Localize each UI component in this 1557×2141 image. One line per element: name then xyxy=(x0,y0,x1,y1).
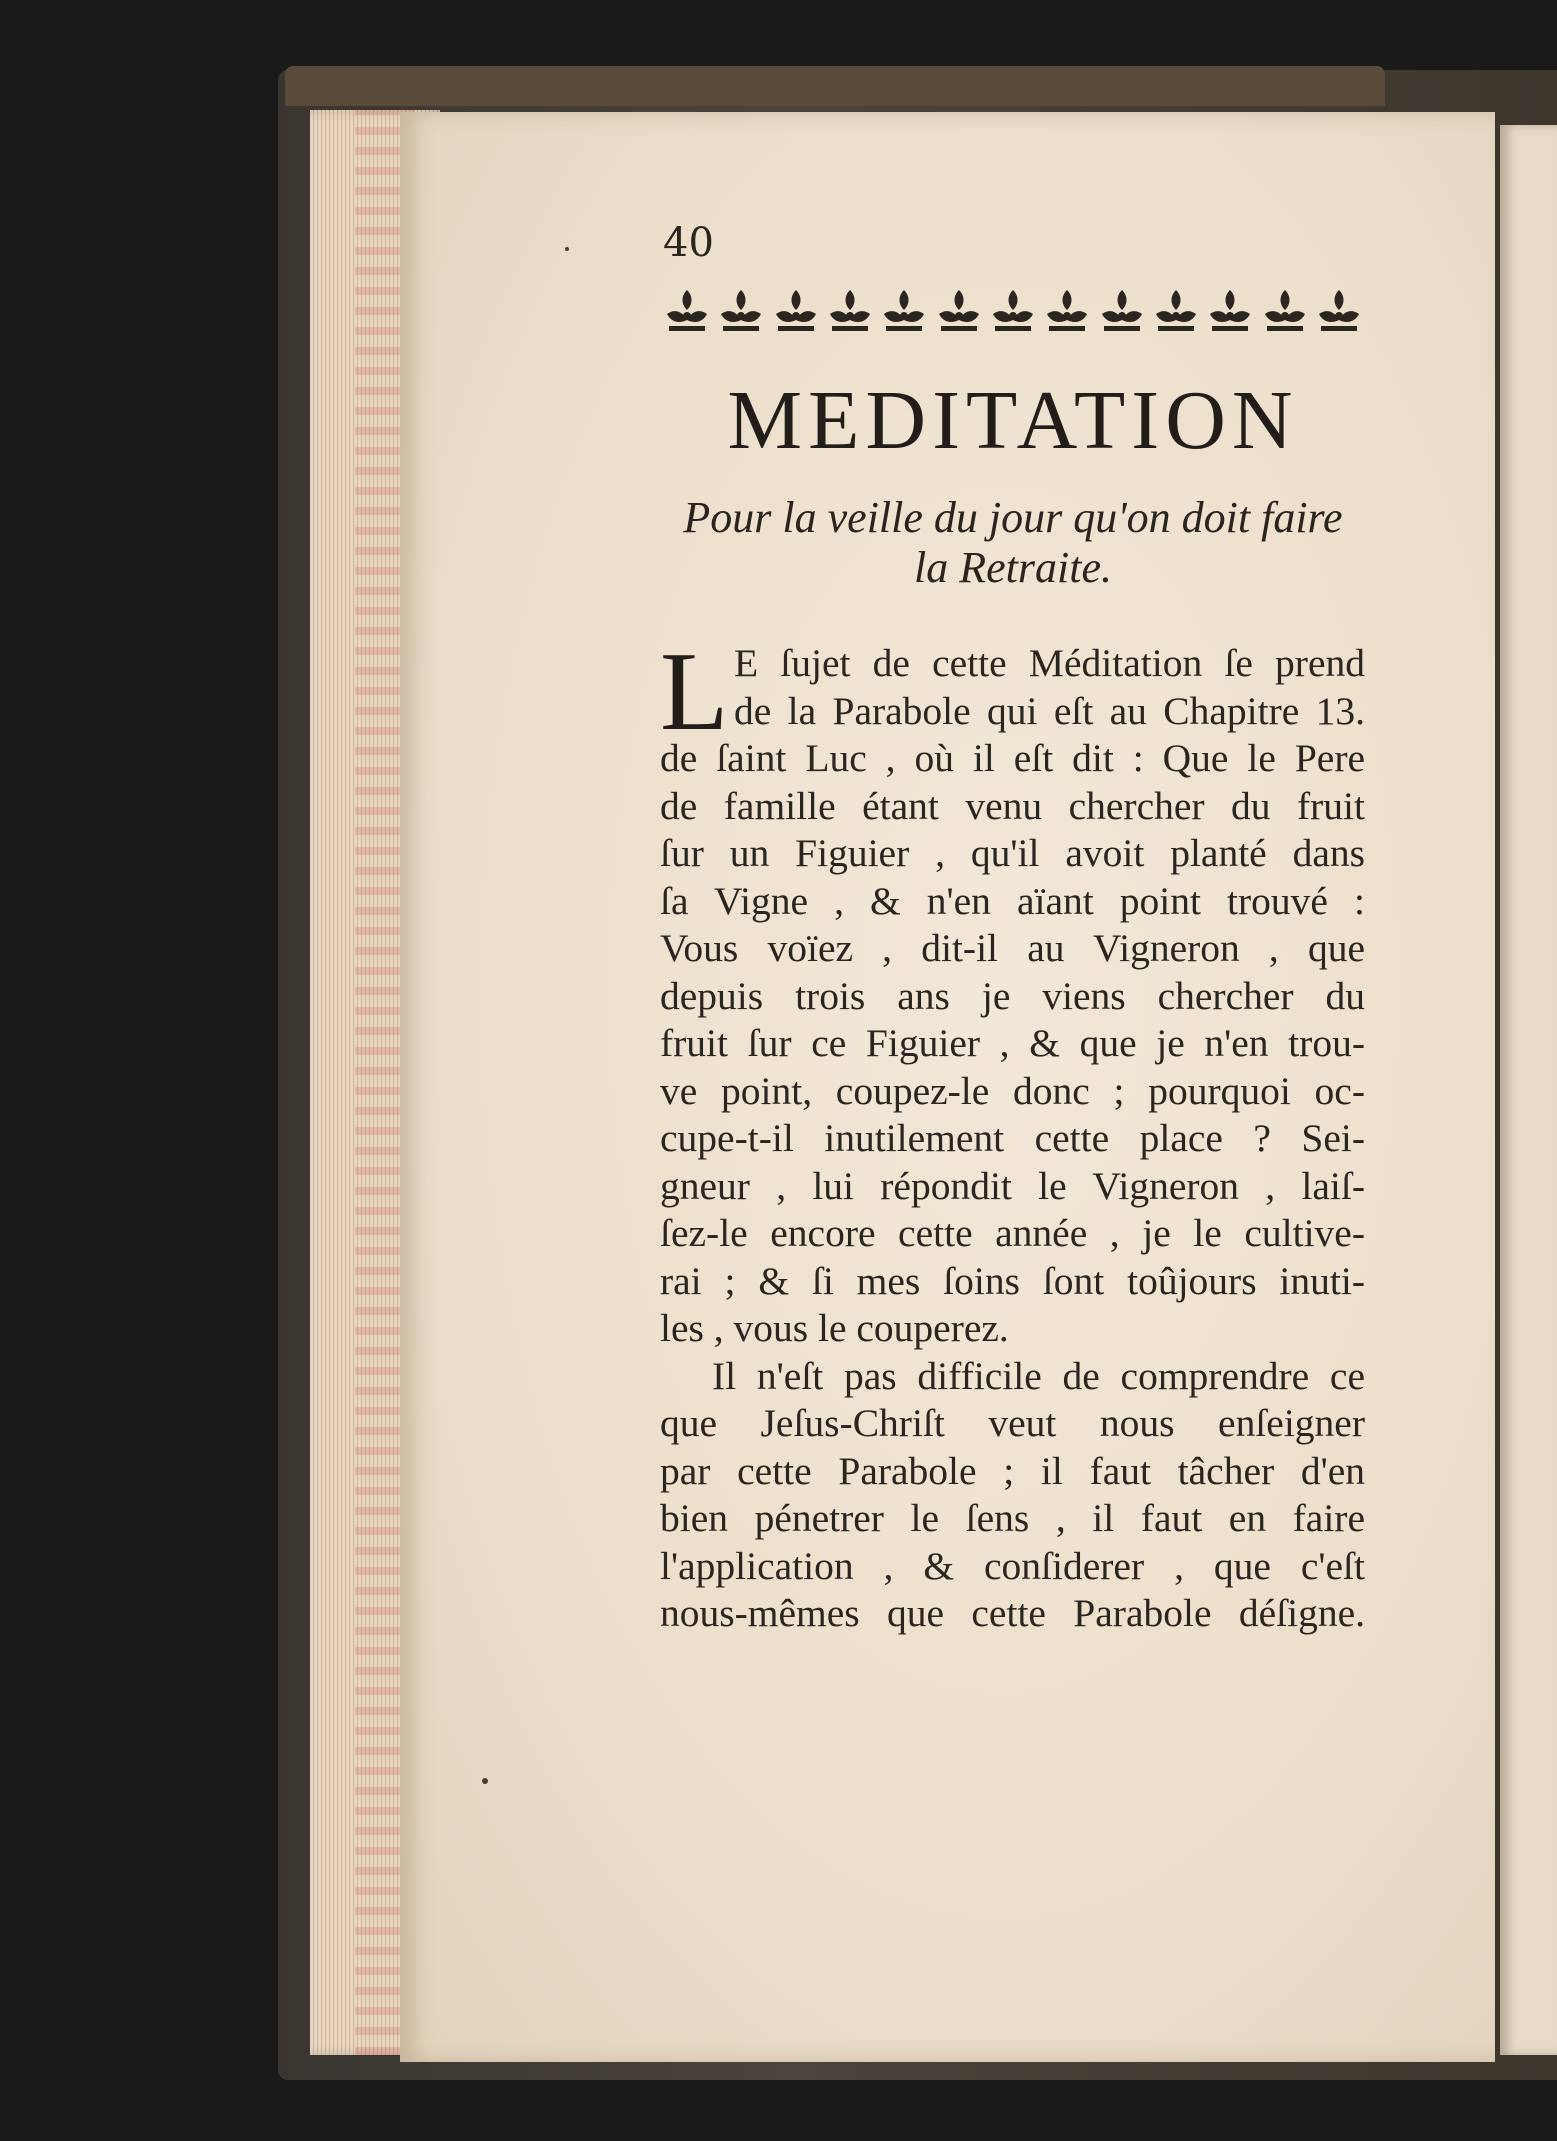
fleuron-icon xyxy=(826,286,874,338)
subtitle xyxy=(663,493,1363,593)
text-line: les , vous le couperez. xyxy=(660,1306,1009,1350)
text-line: l'application , & conſiderer , que c'eſt xyxy=(660,1543,1365,1588)
fleuron-icon xyxy=(989,286,1037,338)
fleuron-icon xyxy=(1261,286,1309,338)
text-line: Vous voïez , dit-il au Vigneron , que xyxy=(660,926,1365,970)
text-line: nous-mêmes que cette Parabole déſigne. xyxy=(660,1591,1365,1635)
page-title: MEDITATION xyxy=(727,374,1299,467)
text-line: de famille étant venu chercher du fruit xyxy=(660,783,1365,828)
paragraph xyxy=(660,1353,1365,1638)
text-line: ſez-le encore cette année , je le cultive- xyxy=(660,1211,1365,1255)
fleuron-icon xyxy=(880,286,928,338)
paper-speck xyxy=(565,247,569,251)
book-cover-top xyxy=(285,66,1385,106)
text-line: ſur un Figuier , qu'il avoit planté dans xyxy=(660,831,1365,875)
text-line: que Jeſus-Chriſt veut nous enſeigner xyxy=(660,1401,1365,1445)
body-text xyxy=(660,630,1365,1638)
text-line: de ſaint Luc , où il eſt dit : Que le Pere xyxy=(660,736,1365,780)
fleuron-icon xyxy=(772,286,820,338)
fleuron-icon xyxy=(1098,286,1146,338)
text-line: cupe-t-il inutilement cette place ? Sei- xyxy=(660,1116,1365,1160)
subtitle-line: Pour la veille du jour qu'on doit faire xyxy=(683,493,1343,542)
text-line: bien pénetrer le ſens , il faut en faire xyxy=(660,1496,1365,1540)
fleuron-icon xyxy=(935,286,983,338)
text-line: depuis trois ans je viens chercher du xyxy=(660,973,1365,1018)
text-line: gneur , lui répondit le Vigneron , laiſ- xyxy=(660,1163,1365,1208)
fleuron-icon xyxy=(1152,286,1200,338)
subtitle-line: la Retraite. xyxy=(914,543,1112,592)
text-line: fruit ſur ce Figuier , & que je n'en trou- xyxy=(660,1021,1365,1065)
page-number: 40 xyxy=(663,220,714,266)
text-line: Il n'eſt pas difficile de comprendre ce xyxy=(712,1353,1365,1398)
text-line: rai ; & ſi mes ſoins ſont toûjours inuti- xyxy=(660,1258,1365,1303)
drop-cap: L xyxy=(660,630,729,754)
paper-speck xyxy=(482,1778,488,1784)
fleuron-icon xyxy=(717,286,765,338)
text-line: ve point, coupez-le donc ; pourquoi oc- xyxy=(660,1068,1365,1113)
facing-page-edge xyxy=(1500,125,1557,2055)
fleuron-icon xyxy=(663,286,711,338)
text-line: par cette Parabole ; il faut tâcher d'en xyxy=(660,1448,1365,1493)
fleuron-icon xyxy=(1206,286,1254,338)
text-line: E ſujet de cette Méditation ſe prend xyxy=(734,641,1365,685)
text-line: de la Parabole qui eſt au Chapitre 13. xyxy=(734,688,1365,733)
headpiece-ornament xyxy=(663,283,1363,341)
paragraph xyxy=(660,630,1365,1353)
fleuron-icon xyxy=(1315,286,1363,338)
fleuron-icon xyxy=(1043,286,1091,338)
text-line: ſa Vigne , & n'en aïant point trouvé : xyxy=(660,878,1365,923)
